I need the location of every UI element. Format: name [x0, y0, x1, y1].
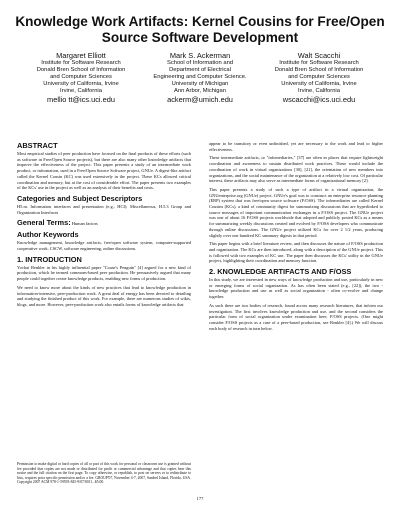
author-affiliation: and Computer Sciences — [288, 73, 350, 80]
author-affiliation: Department of Electrical — [169, 66, 231, 73]
general-terms-label: General Terms: — [17, 218, 71, 228]
author-name: Mark S. Ackerman — [169, 51, 231, 60]
author-affiliation: University of California, Irvine — [43, 80, 119, 87]
body-paragraph: These intermediate artifacts, or "infomediaries," [37] are often in places that require lightweight coordination and awareness to sustain distributed work practices. These would include the coordination of work in virtual organizations [30], [21], the orientation of new members into organizations, and the social maintenance of the organization at a relatively low cost. Of particular interest, these artifacts may also serve as intermediate forms of organizational memory [2]. — [209, 155, 383, 184]
keywords-heading: Author Keywords — [17, 230, 79, 240]
categories-text: H5.m. Information interfaces and presentation (e.g., HCI): Miscellaneous, H.5.3 Group and Organization Interfaces — [17, 203, 191, 215]
author-affiliation: University of Michigan — [171, 80, 229, 87]
section-2-paragraph: As such there are two bodies of research, found across many research literatures, that inform our investigation. The first involves knowledge production and use, and the second considers the particular form of social organization under examination here, F/OSS projects. (One might consider F/OSS projects as a case of a peer-based production, see Benkler [4].) We will discuss each body of research in turn below. — [209, 302, 383, 331]
general-terms-text: Human factors — [71, 221, 98, 227]
author-affiliation: Institute for Software Research — [41, 60, 121, 66]
introduction-paragraph: We need to know more about the kinds of new practices that lead to knowledge production in information-intensive, peer-production work. A great deal of energy has been devoted to detailing and studying the finished product of this work. For example, there are numerous studies of wikis, blogs, and more. However, peer-production work also entails forms of knowledge artifacts that — [17, 284, 191, 307]
general-terms — [17, 218, 191, 227]
page-number: 177 — [196, 496, 204, 501]
author-email: wscacchi@ics.uci.edu — [282, 94, 356, 104]
author-affiliation: Donald Bren School of Information — [274, 66, 364, 73]
title-line-1: Knowledge Work Artifacts: Kernel Cousins for Free/Open — [15, 14, 385, 29]
body-paragraph: This paper begins with a brief literature review, and then discusses the nature of F/OSS production and organization. The KCs are then introduced, along with a description of the GNUe project. This is followed with two examples of KC use. The paper then discusses the KCs' utility in the GNUe project, highlighting their coordination and memory function. — [209, 241, 383, 264]
introduction-heading: 1. INTRODUCTION — [17, 254, 82, 264]
author-2 — [141, 51, 259, 104]
right-column — [209, 141, 383, 334]
author-block — [22, 51, 378, 104]
author-affiliation: Engineering and Computer Science. — [153, 73, 247, 80]
author-1 — [22, 51, 140, 104]
section-2-heading: 2. KNOWLEDGE ARTIFACTS AND F/OSS — [209, 267, 352, 277]
section-2-paragraph: In this study, we are interested in new ways of knowledge production and use, particularly in new or emerging forms of social organization. As has often been stated (e.g., [22]), the two - knowledge production and use as well as social organization - often co-evolve and change together. — [209, 277, 383, 300]
abstract-text: Most empirical studies of peer production have focused on the final products of these efforts (such as software in Free/Open Source projects), but there are also many other knowledge artifacts that improve the effectiveness of the project. This paper presents a study of an intermediate work product, or information, used in a Free/Open Source Software project, GNUe. A digest-like artifact called the Kernel Cousin (KC) was used extensively in the project. These KCs allowed critical coordination and memory, but at the cost of considerable effort. The paper presents two examples of the KCs' use in the project as well as an analysis of their benefits and costs. — [17, 151, 191, 191]
author-affiliation: Institute for Software Research — [279, 60, 359, 66]
keywords-text: Knowledge management, knowledge artifacts, free/open software system, computer-supported cooperative work, CSCW, software engineering, online discussions. — [17, 240, 191, 252]
paper-title — [0, 14, 400, 46]
title-line-2: Source Software Development — [101, 30, 299, 45]
author-affiliation: University of California, Irvine — [281, 80, 357, 87]
author-affiliation: School of Information and — [166, 60, 234, 66]
author-3 — [260, 51, 378, 104]
author-email: mellio tt@ics.uci.edu — [47, 94, 115, 104]
author-email: ackerm@umich.edu — [167, 94, 233, 104]
author-affiliation: Donald Bren School of Information — [36, 66, 126, 73]
author-affiliation: and Computer Sciences — [50, 73, 112, 80]
abstract-heading: ABSTRACT — [17, 141, 58, 150]
permission-footnote: Permission to make digital or hard copies of all or part of this work for personal or classroom use is granted without fee provided that copies are not made or distributed for profit or commercial advantage and that copies bear this notice and the full citation on the first page. To copy otherwise, or republish, to post on servers or to redistribute to lists, requires prior specific permission and/or a fee. GROUP'07, November 4-7, 2007, Sanibel Island, Florida, USA. Copyright 2007 ACM 978-1-59593-845-9/07/0011...$5.00. — [17, 462, 191, 485]
author-name: Walt Scacchi — [297, 51, 341, 60]
author-affiliation: Ann Arbor, Michigan — [174, 87, 226, 94]
body-paragraph: This paper presents a study of such a type of artifact in a virtual organization, the GNUenterprise.org (GNUe) project. GNUe's goal was to construct an enterprise resource planning (ERP) system that was free/open source software (F/OSS). The infomediaries are called Kernel Cousins (KCs), a kind of community digest for summarizing discussions that are hyperlinked to source messages of important communication exchanges in a F/OSS project. The GNUe project was one of about 16 F/OSS projects worldwide that adopted and publicly posted KCs as a means for summarizing weekly discussions created and evolved by F/OSS developers who communicate through online discussions. The GNUe project utilized KCs for over 2 1/2 years, producing slightly over one hundred KC summary digests in that period. — [209, 186, 383, 238]
introduction-paragraph: Yochai Benkler in his highly influential paper "Coase's Penguin" [4] argued for a new kind of production, which he termed commons-based peer production. He persuasively argued that many people could together create knowledge products, enabling new forms of production. — [17, 264, 191, 282]
categories-heading: Categories and Subject Descriptors — [17, 193, 143, 203]
author-name: Margaret Elliott — [56, 51, 106, 60]
body-paragraph: appear to be transitory or even unfinished, yet are necessary to the work and lead to higher effectiveness. — [209, 141, 383, 152]
author-affiliation: Irvine, California — [298, 87, 340, 94]
left-column — [17, 141, 191, 311]
author-affiliation: Irvine, California — [60, 87, 102, 94]
